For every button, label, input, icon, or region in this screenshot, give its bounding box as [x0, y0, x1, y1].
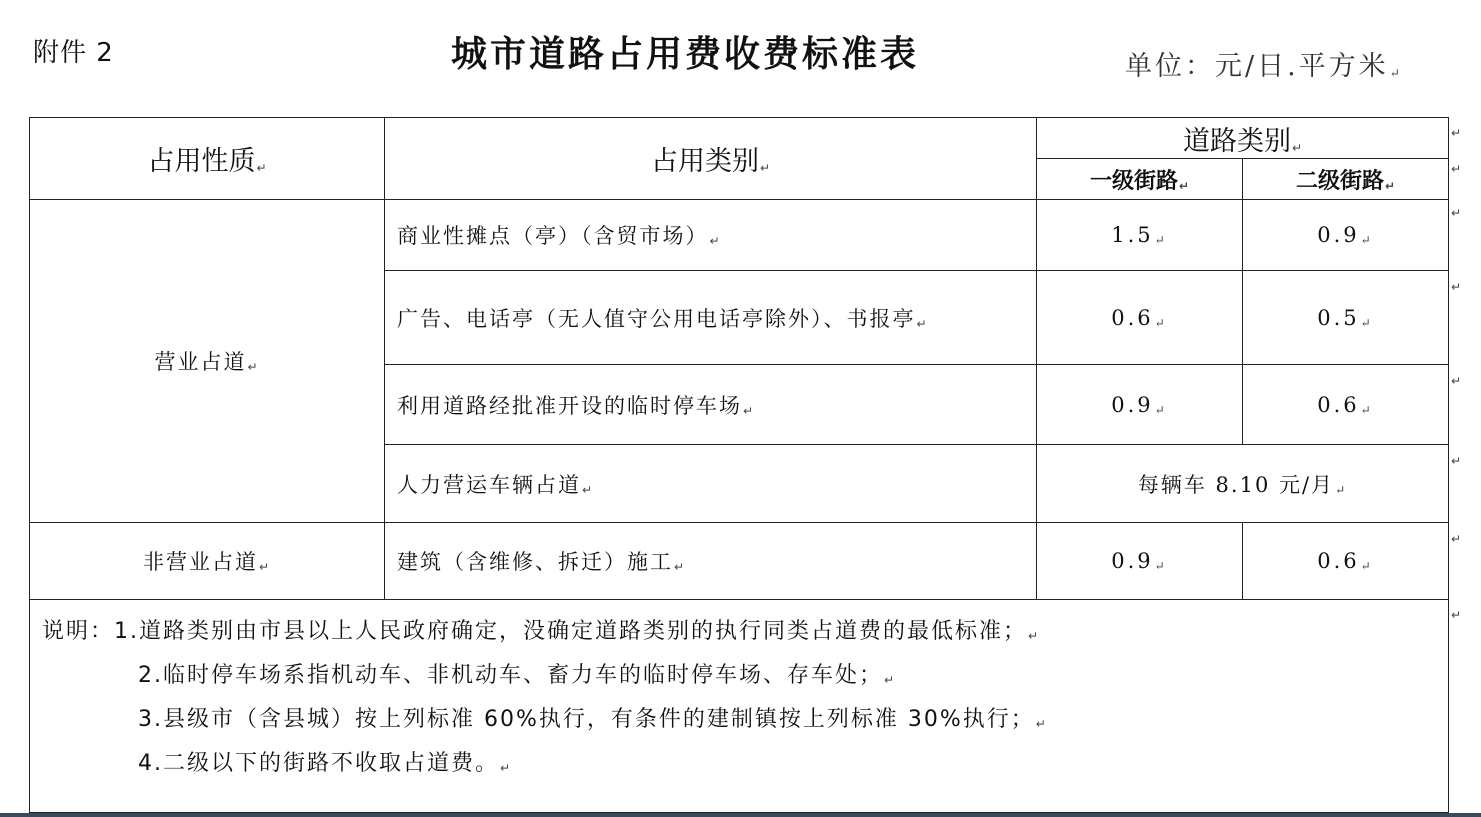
level1-value: 1.5↵ [1037, 200, 1243, 271]
paragraph-mark-icon: ↵ [1360, 315, 1374, 330]
table-row [30, 523, 1449, 600]
paragraph-mark-icon: ↵ [743, 403, 756, 418]
unit-label: 单位：元/日.平方米↵ [1125, 51, 1403, 82]
notes-cell [30, 600, 1449, 813]
row-end-mark-icon: ↵ [1451, 374, 1462, 388]
level1-value: 0.9↵ [1037, 523, 1243, 600]
paragraph-mark-icon: ↵ [500, 761, 513, 775]
paragraph-mark-icon: ↵ [258, 560, 272, 574]
paragraph-mark-icon: ↵ [247, 360, 260, 374]
level2-value: 0.6↵ [1243, 523, 1449, 600]
paragraph-mark-icon: ↵ [1178, 178, 1190, 193]
page-title: 城市道路占用费收费标准表 [450, 34, 919, 75]
category-cell: 商业性摊点（亭）（含贸市场）↵ [385, 200, 1037, 271]
row-end-mark-icon: ↵ [1451, 162, 1462, 176]
paragraph-mark-icon: ↵ [1384, 178, 1396, 193]
note-line-2: 2.临时停车场系指机动车、非机动车、畜力车的临时停车场、存车处；↵ [138, 663, 897, 688]
row-end-mark-icon: ↵ [1451, 532, 1462, 546]
paragraph-mark-icon: ↵ [1035, 717, 1048, 731]
paragraph-mark-icon: ↵ [674, 560, 687, 574]
nature-non-business: 非营业占道↵ [30, 523, 385, 600]
paragraph-mark-icon: ↵ [1360, 402, 1374, 417]
header-level1: 一级街路↵ [1037, 159, 1243, 200]
header-category: 占用类别↵ [385, 118, 1037, 200]
paragraph-mark-icon: ↵ [1154, 402, 1168, 417]
row-end-mark-icon: ↵ [1451, 454, 1462, 468]
paragraph-mark-icon: ↵ [916, 316, 929, 331]
paragraph-mark-icon: ↵ [256, 161, 267, 175]
row-end-mark-icon: ↵ [1451, 280, 1462, 294]
note-line-1: 说明：1.道路类别由市县以上人民政府确定，没确定道路类别的执行同类占道费的最低标准；↵ [42, 619, 1041, 644]
bottom-divider [0, 813, 1481, 817]
paragraph-mark-icon: ↵ [709, 234, 722, 248]
note-line-3: 3.县级市（含县城）按上列标准 60%执行，有条件的建制镇按上列标准 30%执行；↵ [138, 707, 1048, 732]
row-end-mark-icon: ↵ [1451, 126, 1462, 140]
level2-value: 0.5↵ [1243, 271, 1449, 365]
row-end-mark-icon: ↵ [1451, 608, 1462, 622]
paragraph-mark-icon: ↵ [759, 161, 771, 175]
paragraph-mark-icon: ↵ [1360, 233, 1374, 247]
level2-value: 0.9↵ [1243, 200, 1449, 271]
paragraph-mark-icon: ↵ [1389, 66, 1403, 80]
category-cell: 广告、电话亭（无人值守公用电话亭除外）、书报亭↵ [385, 271, 1037, 365]
nature-business: 营业占道↵ [30, 200, 385, 523]
paragraph-mark-icon: ↵ [582, 482, 595, 497]
note-line-4: 4.二级以下的街路不收取占道费。↵ [138, 751, 513, 776]
paragraph-mark-icon: ↵ [1028, 629, 1041, 643]
attachment-label: 附件 2 [33, 38, 114, 68]
paragraph-mark-icon: ↵ [1360, 559, 1374, 573]
header-level2: 二级街路↵ [1243, 159, 1449, 200]
paragraph-mark-icon: ↵ [1154, 559, 1168, 573]
row-end-mark-icon: ↵ [1451, 206, 1462, 220]
paragraph-mark-icon: ↵ [1335, 482, 1348, 497]
paragraph-mark-icon: ↵ [1154, 315, 1168, 330]
paragraph-mark-icon: ↵ [1154, 233, 1168, 247]
table-row [30, 200, 1449, 271]
category-cell: 人力营运车辆占道↵ [385, 445, 1037, 523]
category-cell: 建筑（含维修、拆迁）施工↵ [385, 523, 1037, 600]
level2-value: 0.6↵ [1243, 365, 1449, 445]
header-road-type: 道路类别↵ [1037, 118, 1449, 159]
paragraph-mark-icon: ↵ [884, 673, 897, 687]
merged-value: 每辆车 8.10 元/月↵ [1037, 445, 1449, 523]
level1-value: 0.9↵ [1037, 365, 1243, 445]
level1-value: 0.6↵ [1037, 271, 1243, 365]
fee-standard-table [29, 117, 1449, 813]
category-cell: 利用道路经批准开设的临时停车场↵ [385, 365, 1037, 445]
header-nature: 占用性质↵ [30, 118, 385, 200]
paragraph-mark-icon: ↵ [1291, 140, 1303, 155]
